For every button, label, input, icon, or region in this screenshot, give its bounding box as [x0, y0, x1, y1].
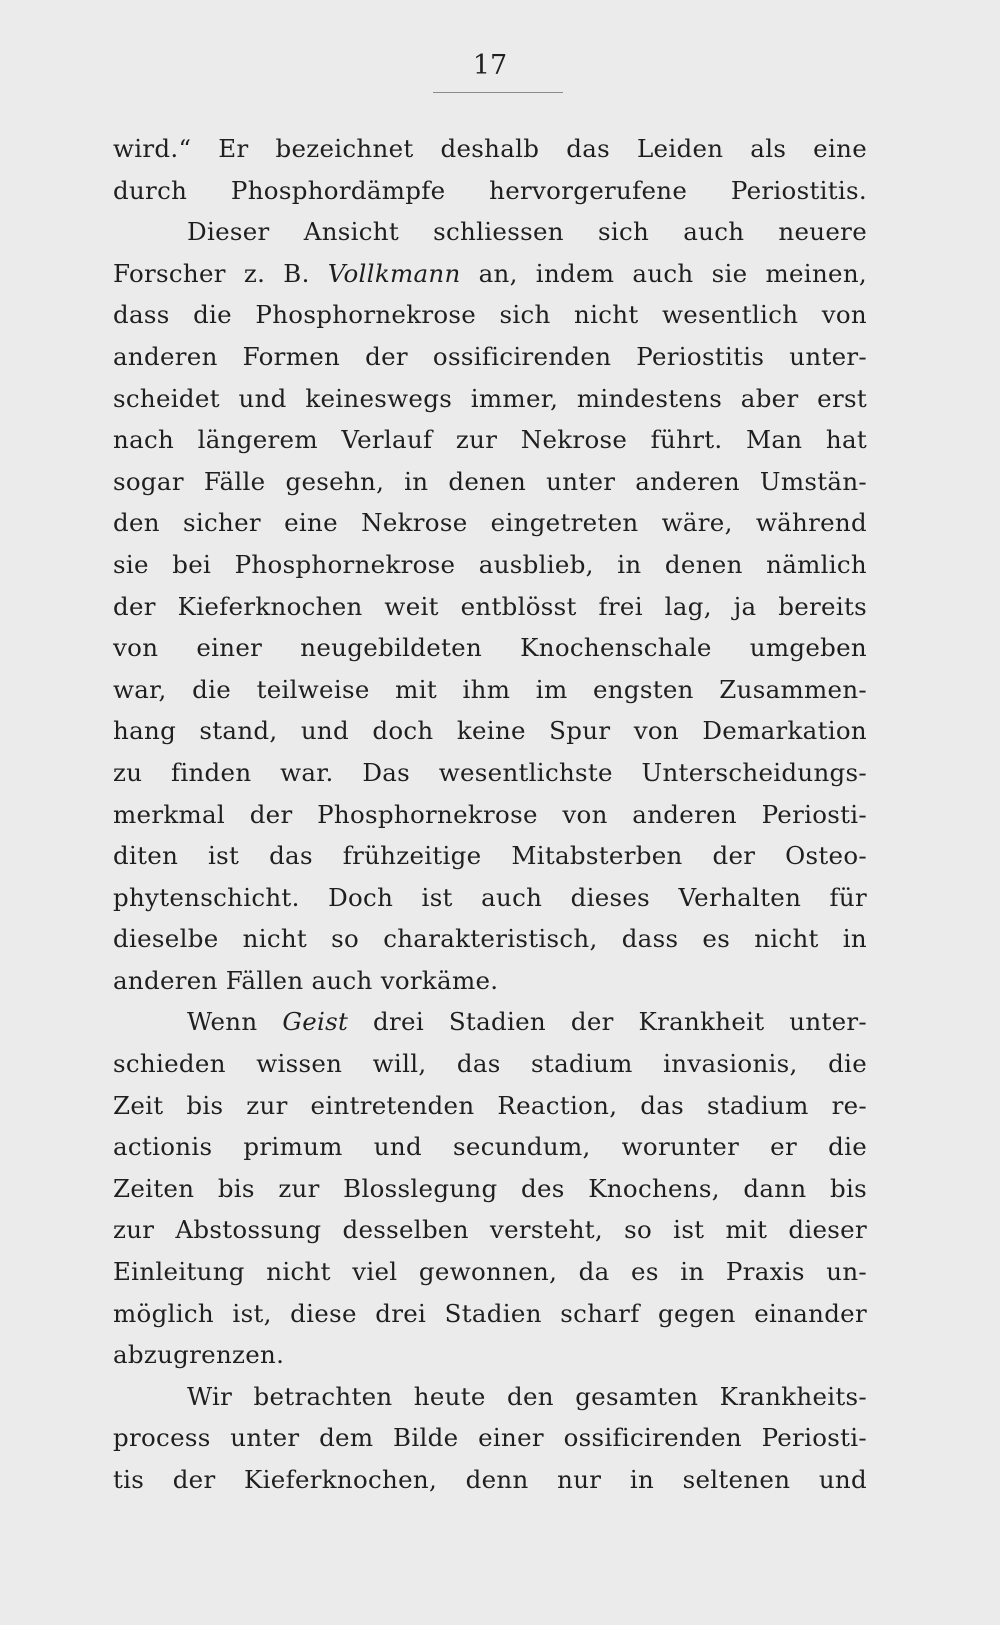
body-text: [113, 128, 867, 1501]
text-line: zur Abstossung desselben versteht, so ist mit dieser: [113, 1215, 867, 1245]
text-line: nach längerem Verlauf zur Nekrose führt. Man hat: [113, 425, 867, 455]
text-line: Zeit bis zur eintretenden Reaction, das stadium re-: [113, 1090, 867, 1120]
text-line: dass die Phosphornekrose sich nicht wesentlich von: [113, 300, 867, 330]
text-line: sogar Fälle gesehn, in denen unter anderen Umstän-: [113, 466, 867, 496]
italic-name: Geist: [282, 1007, 349, 1037]
text-line: sie bei Phosphornekrose ausblieb, in denen nämlich: [113, 549, 867, 579]
text-line: Einleitung nicht viel gewonnen, da es in Praxis un-: [113, 1257, 867, 1287]
text-line: Wir betrachten heute den gesamten Krankheits-: [187, 1381, 867, 1411]
text-line: Wenn Geist drei Stadien der Krankheit unter-: [187, 1007, 867, 1037]
text-line: diten ist das frühzeitige Mitabsterben der Osteo-: [113, 841, 867, 871]
text-line: anderen Fällen auch vorkäme.: [113, 965, 499, 995]
page-header: [0, 50, 1000, 82]
page-number: 17: [472, 50, 508, 81]
text-line: wird.“ Er bezeichnet deshalb das Leiden als eine: [113, 134, 867, 163]
text-line: anderen Formen der ossificirenden Periostitis unter-: [113, 341, 867, 371]
text-line: war, die teilweise mit ihm im engsten Zusammen-: [113, 674, 867, 704]
text-line: von einer neugebildeten Knochenschale umgeben: [113, 633, 867, 663]
text-line: den sicher eine Nekrose eingetreten wäre, während: [113, 508, 867, 538]
text-line: merkmal der Phosphornekrose von anderen Periosti-: [113, 799, 867, 829]
header-rule: [433, 92, 563, 93]
text-line: abzugrenzen.: [113, 1340, 285, 1370]
text-line: durch Phosphordämpfe hervorgerufene Periostitis.: [113, 175, 867, 205]
text-line: möglich ist, diese drei Stadien scharf gegen einander: [113, 1298, 867, 1328]
text-line: scheidet und keineswegs immer, mindestens aber erst: [113, 383, 867, 413]
text-line: Zeiten bis zur Blosslegung des Knochens, dann bis: [113, 1173, 867, 1203]
text-line: Dieser Ansicht schliessen sich auch neuere: [187, 217, 867, 247]
text-line: zu finden war. Das wesentlichste Unterscheidungs-: [113, 757, 867, 787]
text-line: dieselbe nicht so charakteristisch, dass es nicht in: [113, 924, 867, 954]
text-line: process unter dem Bilde einer ossificirenden Periosti-: [113, 1423, 867, 1453]
text-line: Forscher z. B. Vollkmann an, indem auch sie meinen,: [113, 258, 867, 288]
text-line: phytenschicht. Doch ist auch dieses Verhalten für: [113, 882, 867, 912]
italic-name: Vollkmann: [327, 258, 461, 288]
text-line: actionis primum und secundum, worunter er die: [113, 1132, 867, 1162]
text-line: schieden wissen will, das stadium invasionis, die: [113, 1049, 867, 1079]
text-line: hang stand, und doch keine Spur von Demarkation: [113, 716, 867, 746]
text-line: tis der Kieferknochen, denn nur in seltenen und: [113, 1465, 867, 1494]
text-line: der Kieferknochen weit entblösst frei lag, ja bereits: [113, 591, 867, 621]
